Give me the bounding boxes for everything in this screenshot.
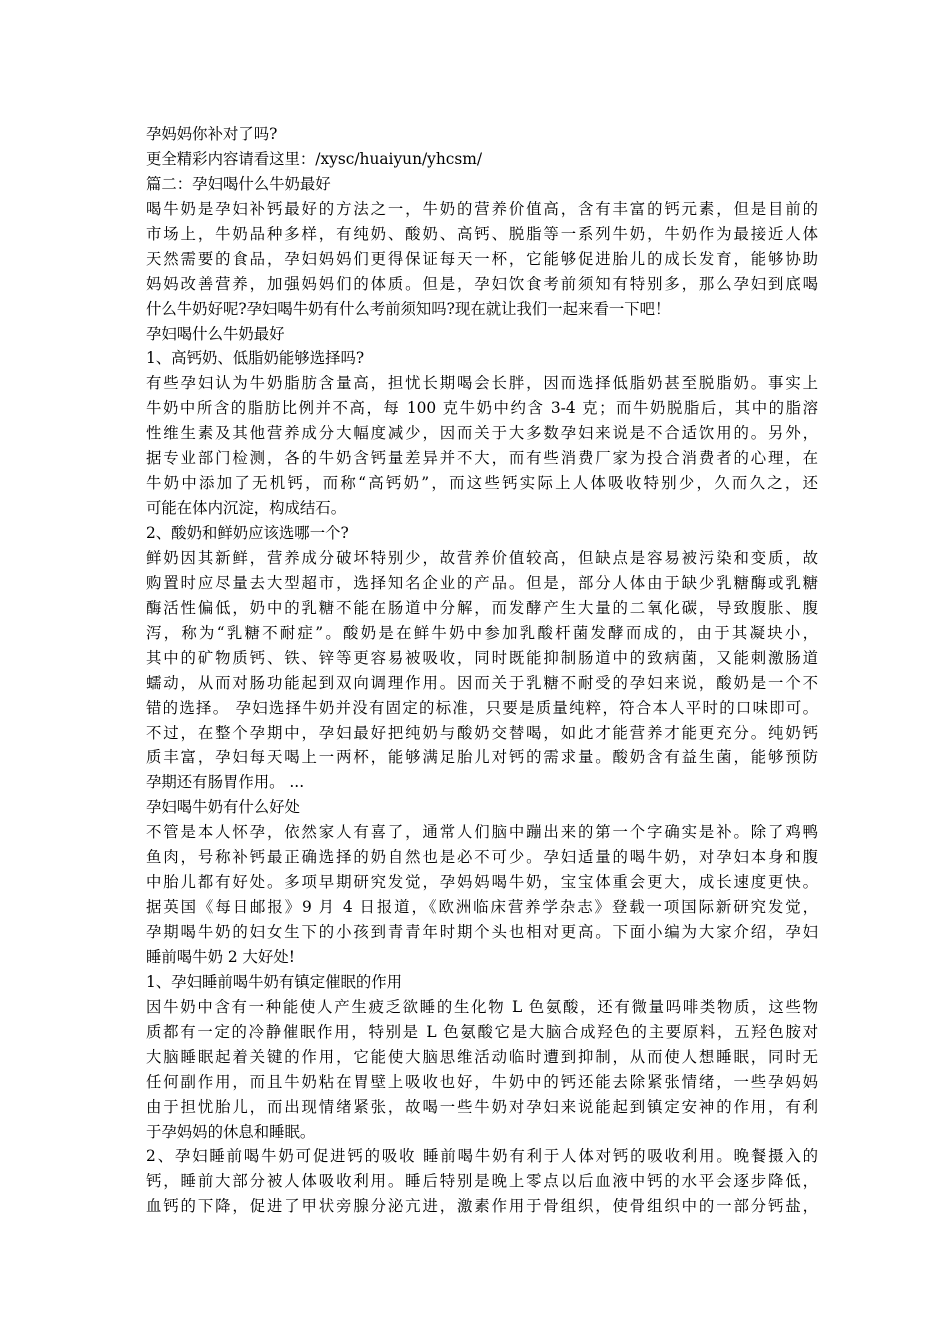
text-line: 据专业部门检测，各的牛奶含钙量差异并不大，而有些消费厂家为投合消费者的心理，在 — [146, 449, 818, 468]
text-line: 2、孕妇睡前喝牛奶可促进钙的吸收 睡前喝牛奶有利于人体对钙的吸收利用。晚餐摄入的 — [146, 1147, 818, 1166]
text-line: 篇二：孕妇喝什么牛奶最好 — [146, 174, 331, 193]
text-line: 于孕妈妈的休息和睡眠。 — [146, 1122, 316, 1141]
text-line: 不过，在整个孕期中，孕妇最好把纯奶与酸奶交替喝，如此才能营养才能更充分。纯奶钙 — [146, 723, 818, 742]
text-line: 有些孕妇认为牛奶脂肪含量高，担忧长期喝会长胖，因而选择低脂奶甚至脱脂奶。事实上 — [146, 374, 818, 393]
text-line: 牛奶中添加了无机钙，而称“高钙奶”，而这些钙实际上人体吸收特别少，久而久之，还 — [146, 474, 818, 493]
text-line: 其中的矿物质钙、铁、锌等更容易被吸收，同时既能抑制肠道中的致病菌，又能刺激肠道 — [146, 648, 818, 667]
text-line: 任何副作用，而且牛奶粘在胃壁上吸收也好，牛奶中的钙还能去除紧张情绪，一些孕妈妈 — [146, 1072, 818, 1091]
text-line: 1、孕妇睡前喝牛奶有镇定催眠的作用 — [146, 972, 403, 991]
text-line: 可能在体内沉淀，构成结石。 — [146, 499, 347, 518]
text-line: 蠕动，从而对肠功能起到双向调理作用。因而关于乳糖不耐受的孕妇来说，酸奶是一个不 — [146, 673, 818, 692]
text-line: 中胎儿都有好处。多项早期研究发觉，孕妈妈喝牛奶，宝宝体重会更大，成长速度更快。 — [146, 873, 818, 892]
text-line: 钙，睡前大部分被人体吸收利用。睡后特别是晚上零点以后血液中钙的水平会逐步降低， — [146, 1172, 818, 1191]
text-line: 据英国《每日邮报》9 月 4 日报道，《欧洲临床营养学杂志》登载一项国际新研究发觉， — [146, 898, 818, 917]
text-line: 2、酸奶和鲜奶应该选哪一个? — [146, 524, 349, 542]
text-line: 质丰富，孕妇每天喝上一两杯，能够满足胎儿对钙的需求量。酸奶含有益生菌，能够预防 — [146, 748, 818, 767]
text-line: 孕期还有肠胃作用。 ... — [146, 773, 305, 792]
text-line: 因牛奶中含有一种能使人产生疲乏欲睡的生化物 L 色氨酸，还有微量吗啡类物质，这些物 — [146, 997, 818, 1016]
text-line: 妈妈改善营养，加强妈妈们的体质。但是，孕妇饮食考前须知有特别多，那么孕妇到底喝 — [146, 274, 818, 293]
text-line: 什么牛奶好呢?孕妇喝牛奶有什么考前须知吗?现在就让我们一起来看一下吧！ — [146, 299, 671, 318]
text-line: 更全精彩内容请看这里：/xysc/huaiyun/yhcsm/ — [146, 149, 483, 168]
text-line: 喝牛奶是孕妇补钙最好的方法之一，牛奶的营养价值高，含有丰富的钙元素，但是目前的 — [146, 199, 818, 218]
text-line: 孕期喝牛奶的妇女生下的小孩到青青年时期个头也相对更高。下面小编为大家介绍，孕妇 — [146, 923, 818, 941]
text-line: 错的选择。 孕妇选择牛奶并没有固定的标准，只要是质量纯粹，符合本人平时的口味即可。 — [146, 698, 818, 717]
text-line: 不管是本人怀孕，依然家人有喜了，通常人们脑中蹦出来的第一个字确实是补。除了鸡鸭 — [146, 823, 818, 842]
text-line: 性维生素及其他营养成分大幅度减少，因而关于大多数孕妇来说是不合适饮用的。另外， — [146, 424, 818, 443]
text-line: 睡前喝牛奶 2 大好处! — [146, 947, 295, 966]
text-line: 天然需要的食品，孕妇妈妈们更得保证每天一杯，它能够促进胎儿的成长发育，能够协助 — [146, 249, 818, 268]
text-line: 鱼肉，号称补钙最正确选择的奶自然也是必不可少。孕妇适量的喝牛奶，对孕妇本身和腹 — [146, 848, 818, 867]
text-line: 市场上，牛奶品种多样，有纯奶、酸奶、高钙、脱脂等一系列牛奶，牛奶作为最接近人体 — [146, 224, 818, 243]
text-line: 酶活性偏低，奶中的乳糖不能在肠道中分解，而发酵产生大量的二氧化碳，导致腹胀、腹 — [146, 598, 818, 617]
text-line: 鲜奶因其新鲜，营养成分破坏特别少，故营养价值较高，但缺点是容易被污染和变质，故 — [146, 548, 818, 567]
text-line: 牛奶中所含的脂肪比例并不高，每 100 克牛奶中约含 3-4 克；而牛奶脱脂后，其中的脂溶 — [146, 399, 818, 418]
text-line: 1、高钙奶、低脂奶能够选择吗? — [146, 349, 365, 368]
text-line: 由于担忧胎儿，而出现情绪紧张，故喝一些牛奶对孕妇来说能起到镇定安神的作用，有利 — [146, 1097, 818, 1116]
text-line: 泻，称为“乳糖不耐症”。酸奶是在鲜牛奶中参加乳酸杆菌发酵而成的，由于其凝块小， — [146, 623, 818, 642]
text-line: 孕妈妈你补对了吗? — [146, 125, 278, 143]
text-line: 血钙的下降，促进了甲状旁腺分泌亢进，激素作用于骨组织，使骨组织中的一部分钙盐， — [146, 1197, 818, 1216]
text-line: 购置时应尽量去大型超市，选择知名企业的产品。但是，部分人体由于缺少乳糖酶或乳糖 — [146, 573, 818, 592]
text-line: 孕妇喝牛奶有什么好处 — [146, 798, 300, 817]
document-body — [146, 122, 818, 1219]
text-line: 质都有一定的冷静催眠作用，特别是 L 色氨酸它是大脑合成羟色的主要原料，五羟色胺对 — [146, 1022, 818, 1041]
text-line: 孕妇喝什么牛奶最好 — [146, 324, 285, 343]
text-line: 大脑睡眠起着关键的作用，它能使大脑思维活动临时遭到抑制，从而使人想睡眠，同时无 — [146, 1047, 818, 1066]
